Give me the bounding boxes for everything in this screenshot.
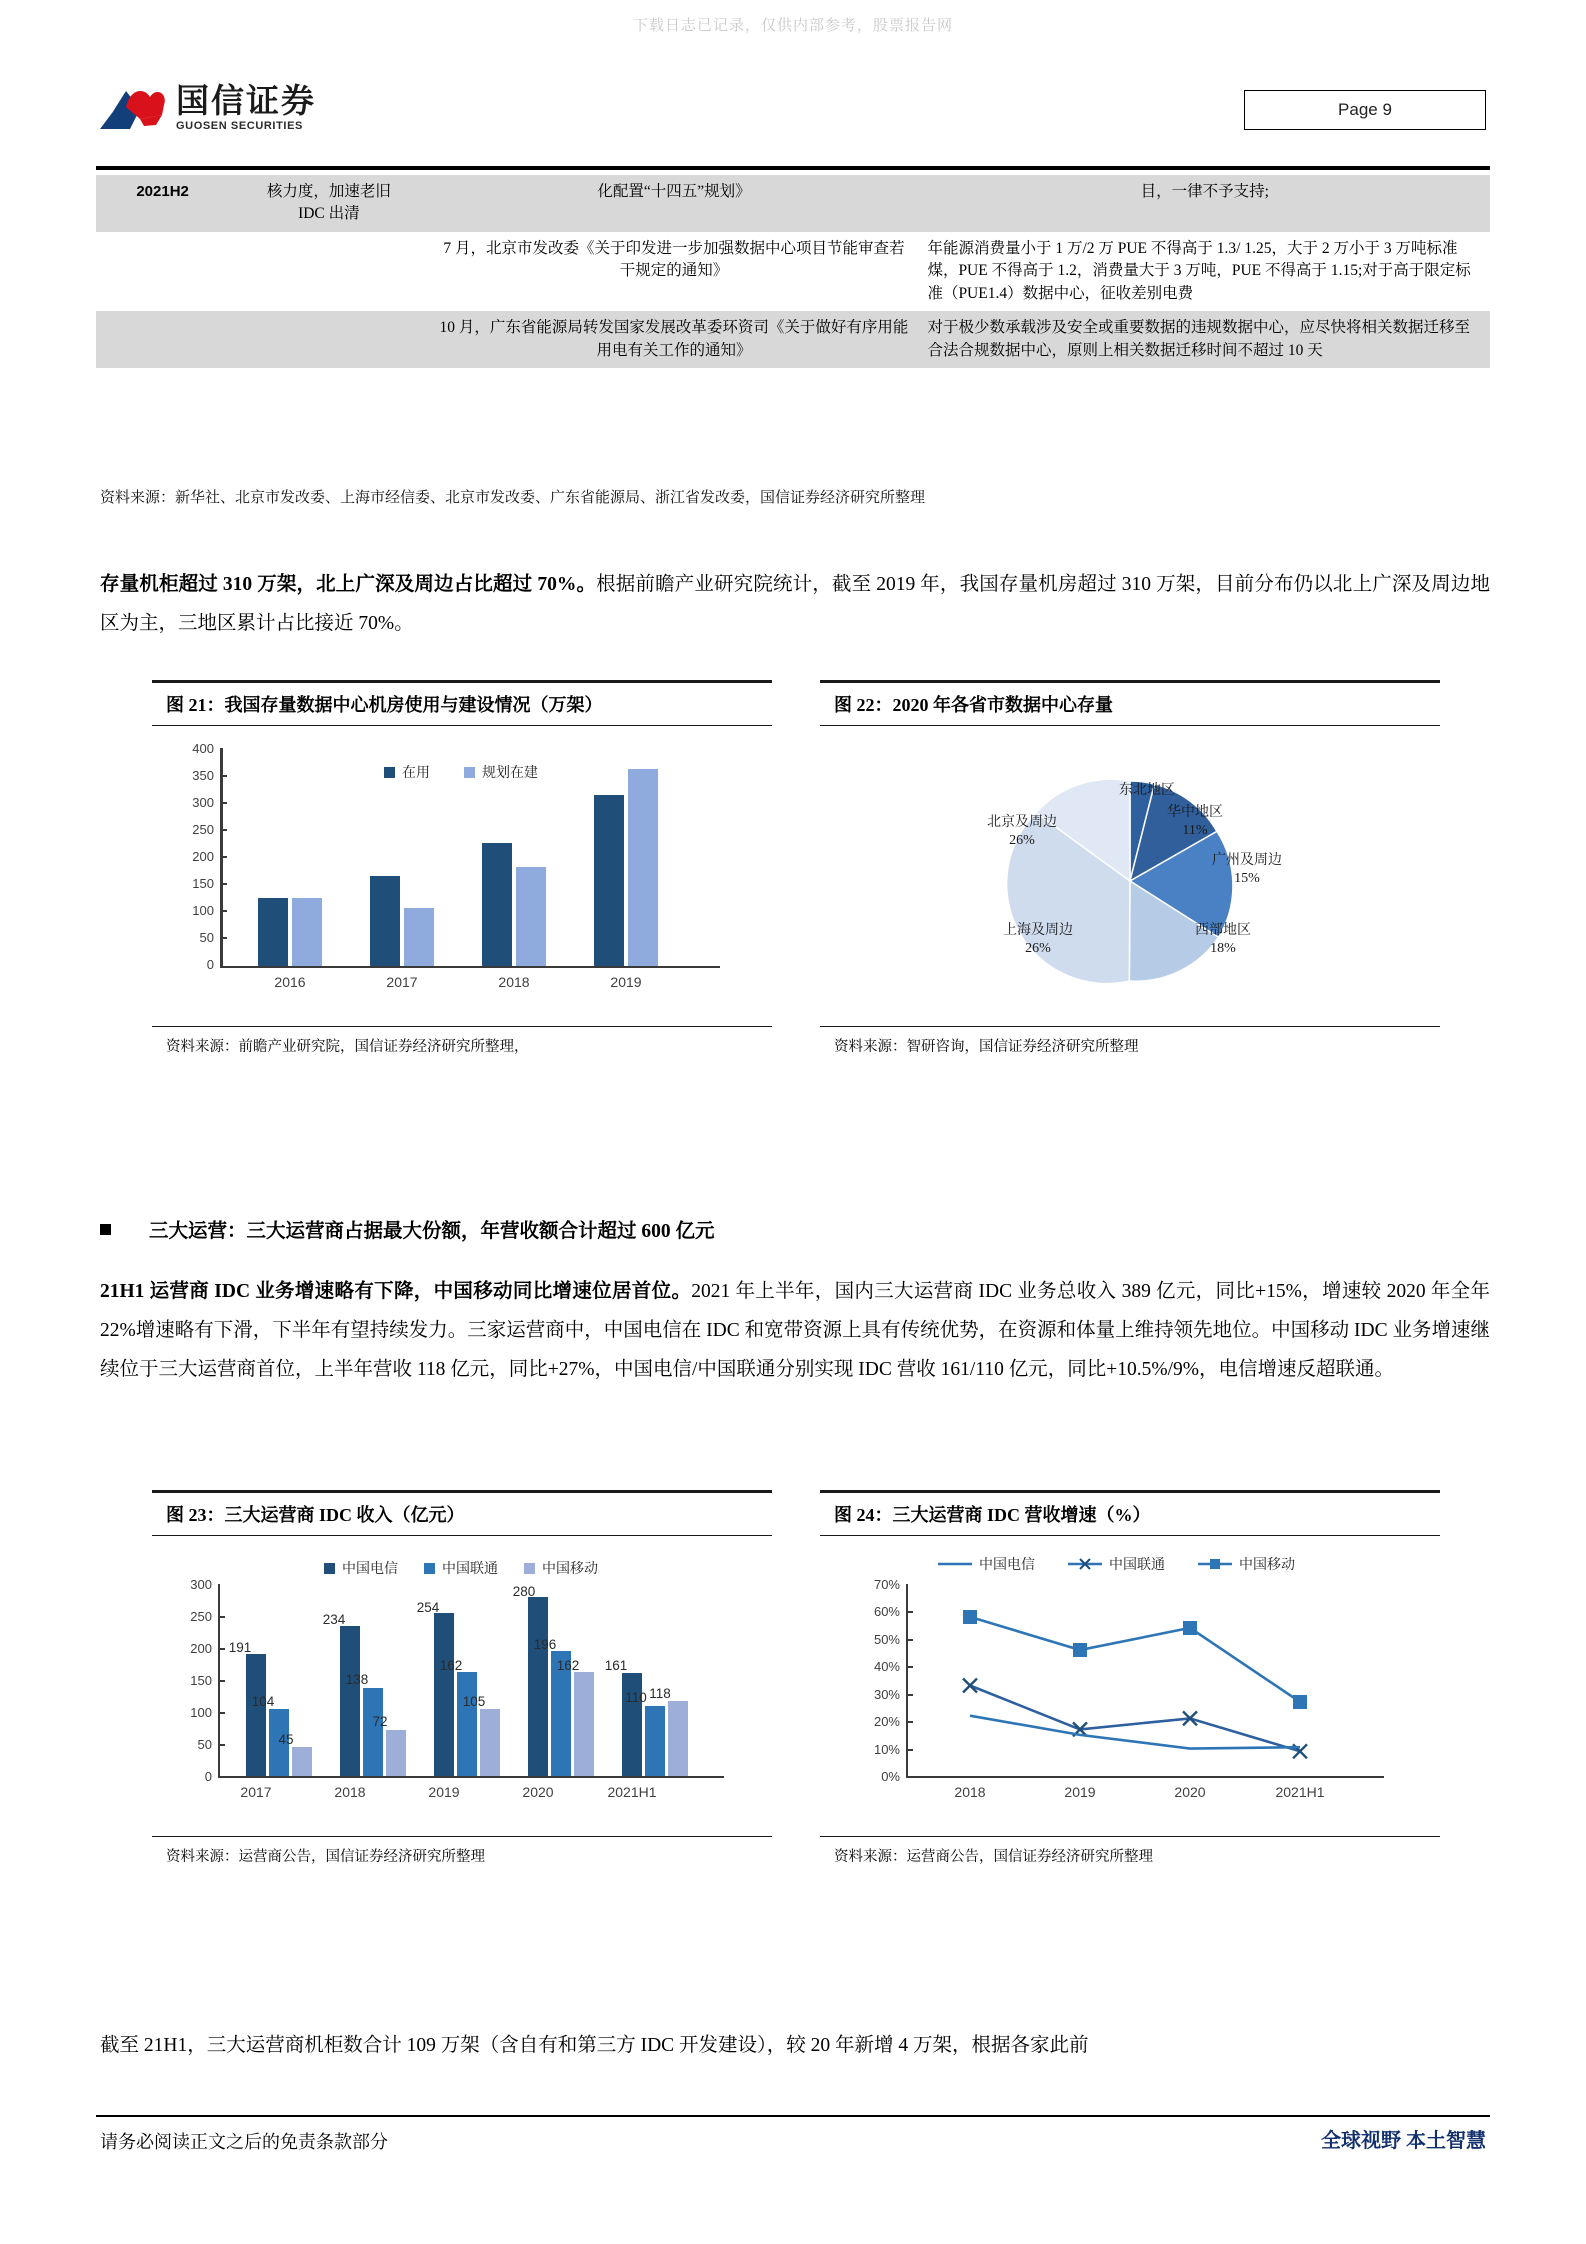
table-row bbox=[96, 311, 1490, 368]
bar-2017-planned bbox=[404, 908, 434, 966]
cell-detail: 年能源消费量小于 1 万/2 万 PUE 不得高于 1.3/ 1.25，大于 2 万小于 3 万吨标准煤，PUE 不得高于 1.2，消费量大于 3 万吨，PUE 不得高于 1.15;对于高于限定标准（PUE1.4）数据中心，征收差别电费 bbox=[927, 239, 1471, 302]
y-tick-label: 50% bbox=[873, 1632, 900, 1647]
pie-label-value: 18% bbox=[1210, 940, 1236, 956]
cell-detail: 对于极少数承载涉及安全或重要数据的违规数据中心，应尽快将相关数据迁移至合法合规数据中心，原则上相关数据迁移时间不超过 10 天 bbox=[919, 311, 1490, 368]
pie-label-text: 广州及周边 bbox=[1212, 853, 1282, 868]
logo-chinese-name: 国信证券 bbox=[176, 81, 316, 120]
policy-table bbox=[96, 175, 1490, 368]
pie-label-huazhong bbox=[1150, 804, 1240, 839]
page-number-badge: Page 9 bbox=[1244, 90, 1486, 130]
x-tick-label: 2017 bbox=[240, 1784, 272, 1800]
bar-2020-mobile bbox=[574, 1672, 594, 1776]
pie-label-text: 上海及周边 bbox=[1003, 923, 1073, 938]
legend-label: 中国电信 bbox=[342, 1562, 398, 1577]
paragraph-operators-body: 2021 年上半年，国内三大运营商 IDC 业务总收入 389 亿元，同比+15%，增速较 2020 年全年 22%增速略有下滑，下半年有望持续发力。三家运营商中，中国电信在 IDC 和宽带资源上具有传统优势，在资源和体量上维持领先地位。中国移动 IDC 业务增速继续位于三大运营商首位，上半年营收 118 亿元，同比+27%，中国电信/中国联通分别实现 IDC 营收 161/110 亿元，同比+10.5%/9%，电信增速反超联通。 bbox=[100, 1281, 1490, 1380]
legend-label: 中国移动 bbox=[1239, 1558, 1295, 1573]
y-tick-label: 30% bbox=[873, 1687, 900, 1702]
line-chart-svg bbox=[820, 1536, 1440, 1836]
page-header bbox=[0, 81, 1586, 154]
figure-22 bbox=[820, 680, 1440, 1060]
y-tick-label: 200 bbox=[192, 849, 214, 864]
figure-22-chart bbox=[820, 726, 1440, 1027]
legend-swatch-icon bbox=[424, 1563, 435, 1574]
pie-label-beijing bbox=[970, 814, 1074, 849]
figure-23 bbox=[152, 1490, 772, 1870]
legend-label: 中国联通 bbox=[442, 1562, 498, 1577]
pie-label-value: 26% bbox=[1009, 832, 1035, 848]
x-tick-label: 2019 bbox=[428, 1784, 460, 1800]
section-heading-text: 三大运营：三大运营商占据最大份额，年营收额合计超过 600 亿元 bbox=[149, 1221, 715, 1242]
paragraph-inventory-body: 根据前瞻产业研究院统计，截至 2019 年，我国存量机房超过 310 万架，目前分布仍以北上广深及周边地区为主，三地区累计占比接近 70%。 bbox=[100, 574, 1490, 634]
figure-21-chart bbox=[152, 726, 772, 1027]
policy-table-source: 资料来源：新华社、北京市发改委、上海市经信委、北京市发改委、广东省能源局、浙江省发改委，国信证券经济研究所整理 bbox=[100, 490, 926, 506]
pie-label-text: 西部地区 bbox=[1195, 923, 1251, 938]
figure-22-caption: 图 22：2020 年各省市数据中心存量 bbox=[820, 680, 1440, 726]
pie-label-text: 华中地区 bbox=[1167, 805, 1223, 820]
y-tick-label: 100 bbox=[192, 903, 214, 918]
y-tick-label: 60% bbox=[873, 1604, 900, 1619]
plot-area bbox=[222, 748, 720, 966]
bar-2019-mobile bbox=[480, 1709, 500, 1776]
legend-mobile bbox=[524, 1558, 598, 1578]
bar-2018-mobile bbox=[386, 1730, 406, 1776]
cell-theme-line1: 核力度，加速老旧 bbox=[266, 183, 391, 200]
bar-2021h1-mobile bbox=[668, 1701, 688, 1777]
legend-label: 中国移动 bbox=[542, 1562, 598, 1577]
y-tick-label: 0 bbox=[204, 1769, 212, 1784]
bar-2017-mobile bbox=[292, 1747, 312, 1776]
y-tick-label: 300 bbox=[190, 1577, 212, 1592]
y-tick-label: 250 bbox=[192, 822, 214, 837]
legend-telecom bbox=[324, 1558, 398, 1578]
marker-unicom bbox=[963, 1679, 1307, 1759]
x-tick-label: 2016 bbox=[274, 974, 306, 990]
figure-22-source: 资料来源：智研咨询，国信证券经济研究所整理 bbox=[834, 1039, 1139, 1055]
logo-english-name: GUOSEN SECURITIES bbox=[176, 120, 303, 132]
brand-logo bbox=[100, 81, 316, 132]
y-tick-label: 150 bbox=[192, 876, 214, 891]
figure-23-source: 资料来源：运营商公告，国信证券经济研究所整理 bbox=[166, 1849, 485, 1865]
figure-24-chart bbox=[820, 1536, 1440, 1837]
figure-21 bbox=[152, 680, 772, 1060]
bar-value: 196 bbox=[533, 1637, 557, 1652]
pie-label-shanghai bbox=[988, 922, 1088, 957]
y-tick-label: 200 bbox=[190, 1641, 212, 1656]
footer-slogan: 全球视野 本土智慧 bbox=[1321, 2130, 1486, 2152]
figure-24 bbox=[820, 1490, 1440, 1870]
bar-2020-telecom bbox=[528, 1597, 548, 1776]
figure-23-caption: 图 23：三大运营商 IDC 收入（亿元） bbox=[152, 1490, 772, 1536]
bar-value: 162 bbox=[439, 1658, 463, 1673]
bar-2017-telecom bbox=[246, 1654, 266, 1776]
pie-label-text: 东北地区 bbox=[1119, 783, 1175, 798]
cell-period bbox=[96, 232, 229, 311]
paragraph-inventory bbox=[100, 565, 1490, 643]
figure-23-chart bbox=[152, 1536, 772, 1837]
bar-2018-planned bbox=[516, 867, 546, 966]
marker-mobile-2021h1 bbox=[1293, 1695, 1307, 1709]
cell-period: 2021H2 bbox=[96, 175, 229, 232]
figure-24-caption: 图 24：三大运营商 IDC 营收增速（%） bbox=[820, 1490, 1440, 1536]
x-tick-label: 2020 bbox=[1174, 1784, 1206, 1800]
legend-label: 中国电信 bbox=[979, 1558, 1035, 1573]
bar-value: 234 bbox=[322, 1612, 346, 1627]
x-tick-label: 2017 bbox=[386, 974, 418, 990]
bar-value: 104 bbox=[251, 1694, 275, 1709]
paragraph-operators-lead: 21H1 运营商 IDC 业务增速略有下降，中国移动同比增速位居首位。 bbox=[100, 1281, 692, 1302]
pie-label-xibu bbox=[1176, 922, 1270, 957]
bar-value: 280 bbox=[512, 1584, 536, 1599]
legend-label: 规划在建 bbox=[482, 766, 538, 781]
paragraph-cabinets: 截至 21H1，三大运营商机柜数合计 109 万架（含自有和第三方 IDC 开发建设），较 20 年新增 4 万架，根据各家此前 bbox=[100, 2035, 1089, 2056]
x-tick-label: 2021H1 bbox=[1275, 1784, 1325, 1800]
pie-label-text: 北京及周边 bbox=[987, 815, 1057, 830]
bar-value: 161 bbox=[604, 1658, 628, 1673]
figure-24-source: 资料来源：运营商公告，国信证券经济研究所整理 bbox=[834, 1849, 1153, 1865]
y-tick-label: 10% bbox=[873, 1742, 900, 1757]
section-heading-operators bbox=[100, 1215, 1490, 1243]
bar-value: 162 bbox=[556, 1658, 580, 1673]
cell-document: 化配置“十四五”规划》 bbox=[428, 175, 919, 232]
bar-2018-telecom bbox=[340, 1626, 360, 1776]
cell-theme-line2: IDC 出清 bbox=[298, 205, 360, 223]
pie-label-dongbei bbox=[1092, 782, 1202, 800]
x-axis bbox=[220, 966, 720, 968]
y-tick-label: 40% bbox=[873, 1659, 900, 1674]
y-tick-label: 0 bbox=[206, 957, 214, 972]
bar-value: 138 bbox=[345, 1672, 369, 1687]
marker-mobile-2019 bbox=[1073, 1643, 1087, 1657]
footer-divider bbox=[96, 2115, 1490, 2117]
y-tick-label: 70% bbox=[873, 1577, 900, 1592]
pie-label-value: 11% bbox=[1182, 822, 1208, 838]
x-tick-label: 2018 bbox=[498, 974, 530, 990]
y-tick-label: 50 bbox=[197, 1737, 212, 1752]
legend-label: 在用 bbox=[402, 766, 430, 781]
header-divider bbox=[96, 166, 1490, 170]
table-row bbox=[96, 175, 1490, 232]
y-tick-label: 350 bbox=[192, 768, 214, 783]
marker-mobile-2020 bbox=[1183, 1621, 1197, 1635]
bar-value: 72 bbox=[372, 1714, 388, 1729]
x-tick-label: 2021H1 bbox=[607, 1784, 657, 1800]
table-row bbox=[96, 232, 1490, 311]
figure-21-caption: 图 21：我国存量数据中心机房使用与建设情况（万架） bbox=[152, 680, 772, 726]
pie-chart-svg bbox=[820, 726, 1440, 1026]
x-tick-label: 2019 bbox=[610, 974, 642, 990]
y-tick-label: 100 bbox=[190, 1705, 212, 1720]
cell-theme bbox=[229, 232, 428, 311]
x-tick-label: 2018 bbox=[334, 1784, 366, 1800]
bar-value: 191 bbox=[228, 1640, 252, 1655]
cell-detail: 目，一律不予支持; bbox=[919, 175, 1490, 232]
bar-2019-telecom bbox=[434, 1613, 454, 1776]
line-mobile bbox=[970, 1617, 1300, 1702]
paragraph-operators bbox=[100, 1272, 1490, 1389]
bar-2019-in-use bbox=[594, 795, 624, 966]
plot-area bbox=[220, 1584, 724, 1776]
bar-2019-planned bbox=[628, 769, 658, 966]
cell-theme bbox=[229, 311, 428, 368]
y-tick-label: 20% bbox=[873, 1714, 900, 1729]
legend-swatch-icon bbox=[524, 1563, 535, 1574]
bar-2017-in-use bbox=[370, 876, 400, 966]
legend-label: 中国联通 bbox=[1109, 1558, 1165, 1573]
y-tick-label: 0% bbox=[881, 1769, 900, 1784]
cell-document: 7 月，北京市发改委《关于印发进一步加强数据中心项目节能审查若干规定的通知》 bbox=[443, 239, 905, 280]
bar-2016-planned bbox=[292, 898, 322, 966]
cell-theme bbox=[229, 175, 428, 232]
bar-value: 110 bbox=[625, 1690, 647, 1705]
bar-value: 118 bbox=[649, 1686, 671, 1701]
x-tick-label: 2019 bbox=[1064, 1784, 1096, 1800]
watermark-text: 下载日志已记录，仅供内部参考，股票报告网 bbox=[632, 16, 953, 34]
y-tick-label: 250 bbox=[190, 1609, 212, 1624]
pie-label-guangzhou bbox=[1200, 852, 1294, 887]
figure-21-source: 资料来源：前瞻产业研究院，国信证券经济研究所整理， bbox=[166, 1039, 529, 1055]
footer-disclaimer: 请务必阅读正文之后的免责条款部分 bbox=[100, 2132, 388, 2152]
bar-2018-unicom bbox=[363, 1688, 383, 1776]
paragraph-inventory-lead: 存量机柜超过 310 万架，北上广深及周边占比超过 70%。 bbox=[100, 574, 597, 595]
x-tick-label: 2020 bbox=[522, 1784, 554, 1800]
y-tick-label: 400 bbox=[192, 741, 214, 756]
y-tick-label: 50 bbox=[199, 930, 214, 945]
legend-unicom bbox=[424, 1558, 498, 1578]
bar-2021h1-unicom bbox=[645, 1706, 665, 1776]
marker-mobile-2018 bbox=[963, 1610, 977, 1624]
pie-label-value: 26% bbox=[1025, 940, 1051, 956]
guosen-logo-icon bbox=[100, 85, 168, 131]
line-telecom bbox=[970, 1716, 1300, 1749]
y-tick-label: 150 bbox=[190, 1673, 212, 1688]
bar-2019-unicom bbox=[457, 1672, 477, 1776]
pie-label-value: 15% bbox=[1234, 870, 1260, 886]
bar-value: 254 bbox=[416, 1600, 440, 1615]
bar-2018-in-use bbox=[482, 843, 512, 966]
bar-2016-in-use bbox=[258, 898, 288, 966]
x-axis bbox=[218, 1776, 724, 1778]
x-tick-label: 2018 bbox=[954, 1784, 986, 1800]
y-tick-label: 300 bbox=[192, 795, 214, 810]
legend-swatch-icon bbox=[324, 1563, 335, 1574]
bar-value: 105 bbox=[462, 1694, 486, 1709]
bar-value: 45 bbox=[278, 1732, 294, 1747]
cell-document: 10 月，广东省能源局转发国家发展改革委环资司《关于做好有序用能用电有关工作的通知》 bbox=[428, 311, 919, 368]
bar-2021h1-telecom bbox=[622, 1673, 642, 1776]
cell-period bbox=[96, 311, 229, 368]
bullet-square-icon bbox=[100, 1224, 111, 1235]
